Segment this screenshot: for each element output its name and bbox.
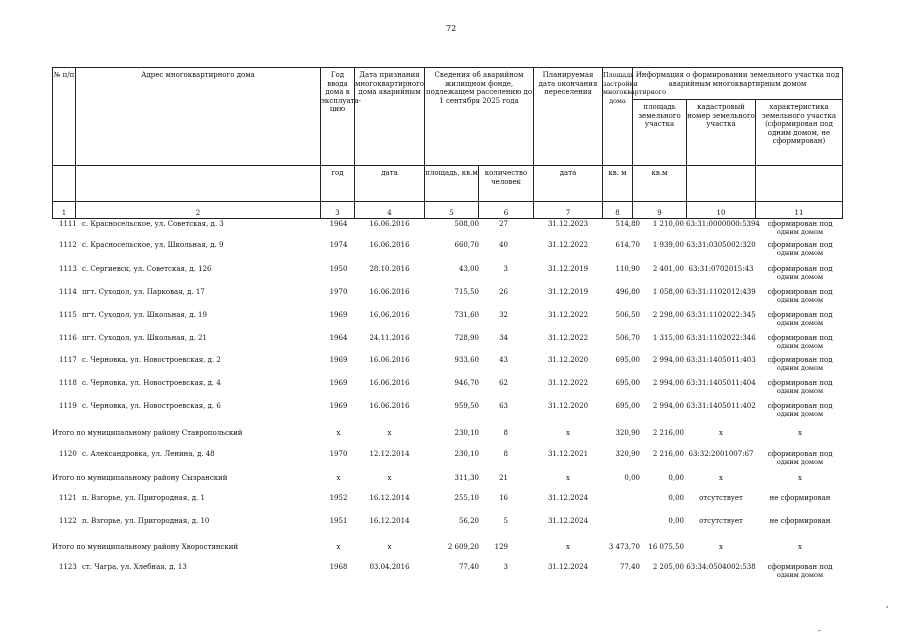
cell-char: не сформирован	[769, 494, 831, 502]
cell-char-line2: одним домом	[776, 342, 824, 350]
header-rule-2	[52, 201, 843, 202]
table-row	[0, 563, 905, 577]
cell-area: 933,60	[454, 356, 479, 364]
cell-addr: ст. Чагра, ул. Хлебная, д. 13	[82, 563, 187, 571]
unit-date: дата	[381, 169, 398, 177]
cell-people: 32	[499, 311, 508, 319]
cell-char: сформирован под	[767, 311, 833, 319]
table-row	[0, 220, 905, 234]
cell-date: х	[387, 543, 392, 551]
cell-planned: 31.12.2024	[547, 517, 589, 525]
cell-cad: 63:31:1405011:404	[686, 379, 756, 387]
colnum-11: 11	[794, 209, 804, 217]
cell-char-line2: одним домом	[776, 273, 824, 281]
cell-num: 1116	[59, 334, 77, 342]
col-address-box	[75, 67, 321, 219]
cell-year: 1970	[329, 288, 348, 296]
cell-people: 8	[503, 429, 508, 437]
cell-date: 16.06.2016	[369, 241, 410, 249]
header-land-info: Информация о формировании земельного участка под аварийным многоквартирным домом	[635, 71, 840, 88]
cell-addr: пгт. Суходол, ул. Школьная, д. 19	[82, 311, 207, 319]
cell-addr: с. Черновка, ул. Новостроевская, д. 4	[82, 379, 221, 387]
cell-char: сформирован под	[767, 379, 833, 387]
cell-area: 255,10	[454, 494, 479, 502]
colnum-5: 5	[449, 209, 454, 217]
cell-cad: 63:31:1405011:403	[686, 356, 756, 364]
cell-land: 2 994,00	[652, 356, 684, 364]
cell-area: 2 609,20	[447, 543, 479, 551]
header-info: Сведения об аварийном жилищном фонде, подлежащем расселению до 1 сентября 2025 года	[425, 71, 533, 105]
cell-planned: 31.12.2024	[547, 494, 589, 502]
table-row	[0, 402, 905, 416]
cell-land: 1 315,00	[652, 334, 684, 342]
table-row	[0, 334, 905, 348]
cell-people: 62	[499, 379, 508, 387]
colnum-10: 10	[716, 209, 726, 217]
cell-char-line2: одним домом	[776, 319, 824, 327]
header-characteristic: характеристика земельного участка (сформирован под одним домом, не сформирован)	[761, 103, 837, 145]
table-row	[0, 265, 905, 279]
cell-date: 16.06.2016	[369, 379, 410, 387]
cell-planned: х	[566, 543, 570, 551]
cell-date: х	[387, 474, 392, 482]
cell-people: 43	[499, 356, 508, 364]
cell-addr: пгт. Суходол, ул. Парковая, д. 17	[82, 288, 205, 296]
cell-num: 1120	[59, 450, 77, 458]
cell-planned: 31.12.2022	[547, 334, 589, 342]
cell-date: 16.12.2014	[369, 517, 410, 525]
cell-char: сформирован под	[767, 402, 833, 410]
cell-planned: 31.12.2023	[547, 220, 589, 228]
cell-build: 695,00	[615, 356, 640, 364]
header-land-area: площадь земельного участка	[638, 103, 681, 128]
cell-land: 2 216,00	[652, 450, 684, 458]
colnum-7: 7	[565, 209, 571, 217]
header-planned: Планируемая дата окончания переселения	[538, 71, 598, 96]
unit-area: площадь, кв.м	[425, 169, 478, 177]
cell-addr: Итого по муниципальному району Сызранский	[52, 474, 228, 482]
cell-land: 16 075,50	[648, 543, 684, 551]
cell-date: 16.06.2016	[369, 356, 410, 364]
cell-year: 1964	[329, 220, 348, 228]
colnum-4: 4	[387, 209, 392, 217]
cell-area: 660,70	[454, 241, 479, 249]
cell-land: 1 939,00	[652, 241, 684, 249]
cell-num: 1115	[59, 311, 77, 319]
cell-cad: 63:31:1405011:402	[686, 402, 756, 410]
cell-date: 16.06.2016	[369, 311, 410, 319]
cell-cad: 63:34:0504002:538	[686, 563, 756, 571]
cell-people: 21	[499, 474, 508, 482]
cell-people: 34	[499, 334, 508, 342]
cell-planned: 31.12.2022	[547, 311, 589, 319]
cell-planned: 31.12.2022	[547, 241, 589, 249]
cell-year: 1970	[329, 450, 348, 458]
unit-sqm-2: кв.м	[651, 169, 668, 177]
cell-addr: с. Черновка, ул. Новостроевская, д. 2	[82, 356, 221, 364]
cell-build: 320,90	[615, 450, 640, 458]
table-row	[0, 517, 905, 531]
cell-build: 695,00	[615, 402, 640, 410]
table-row	[0, 494, 905, 508]
cell-build: 110,90	[615, 265, 640, 273]
unit-people: количество человек	[484, 169, 528, 186]
cell-planned: 31.12.2019	[547, 288, 589, 296]
cell-planned: 31.12.2020	[547, 356, 589, 364]
cell-addr: с. Сергиевск, ул. Советская, д. 126	[82, 265, 212, 273]
cell-area: 946,70	[454, 379, 479, 387]
cell-land: 2 298,00	[652, 311, 684, 319]
cell-addr: с. Черновка, ул. Новостроевская, д. 6	[82, 402, 221, 410]
cell-date: х	[387, 429, 392, 437]
cell-year: х	[336, 474, 341, 482]
cell-cad: 63:31:1102022:346	[686, 334, 756, 342]
cell-char: сформирован под	[767, 334, 833, 342]
cell-people: 8	[503, 450, 508, 458]
cell-char-line2: одним домом	[776, 458, 824, 466]
colnum-1: 1	[61, 209, 67, 217]
table-row	[0, 379, 905, 393]
unit-sqm: кв. м	[608, 169, 627, 177]
stray-mark: ,	[886, 600, 889, 609]
table-row	[0, 543, 905, 557]
cell-build: 0,00	[624, 474, 640, 482]
cell-planned: 31.12.2019	[547, 265, 589, 273]
cell-land: 0,00	[668, 517, 684, 525]
unit-date-2: дата	[559, 169, 577, 177]
cell-year: х	[336, 543, 341, 551]
colnum-3: 3	[335, 209, 340, 217]
cell-planned: 31.12.2021	[547, 450, 589, 458]
cell-addr: с. Красносельское, ул. Советская, д. 3	[82, 220, 224, 228]
cell-num: 1118	[59, 379, 77, 387]
cell-num: 1111	[59, 220, 77, 228]
cell-planned: 31.12.2024	[547, 563, 589, 571]
cell-addr: п. Взгорье, ул. Пригородная, д. 10	[82, 517, 210, 525]
cell-land: 1 210,00	[652, 220, 684, 228]
cell-char: сформирован под	[767, 220, 833, 228]
cell-num: 1113	[59, 265, 77, 273]
cell-char-line2: одним домом	[776, 571, 824, 579]
cell-land: 2 216,00	[652, 429, 684, 437]
cell-year: 1974	[329, 241, 348, 249]
cell-date: 16.06.2016	[369, 288, 410, 296]
cell-planned: х	[566, 474, 570, 482]
cell-people: 3	[503, 563, 508, 571]
cell-area: 311,30	[454, 474, 479, 482]
header-rule-1	[52, 165, 843, 166]
cell-addr: с. Красносельское, ул. Школьная, д. 9	[82, 241, 224, 249]
table-row	[0, 450, 905, 464]
cell-num: 1119	[59, 402, 77, 410]
cell-char-line2: одним домом	[776, 228, 824, 236]
colnum-2: 2	[195, 209, 201, 217]
cell-char: сформирован под	[767, 265, 833, 273]
cell-char-line2: одним домом	[776, 410, 824, 418]
cell-year: 1969	[329, 311, 348, 319]
header-address: Адрес многоквартирного дома	[141, 71, 255, 79]
cell-num: 1114	[59, 288, 77, 296]
cell-date: 03.04.2016	[369, 563, 410, 571]
header-num: № п/п	[53, 71, 75, 79]
cell-date: 12.12.2014	[369, 450, 410, 458]
cell-build: 320,90	[615, 429, 640, 437]
cell-num: 1117	[59, 356, 77, 364]
cell-land: 0,00	[668, 494, 684, 502]
cell-build: 506,50	[615, 311, 640, 319]
header-year: Год ввода дома в эксплуата-цию	[321, 71, 362, 113]
cell-build: 3 473,70	[608, 543, 640, 551]
cell-date: 16.12.2014	[369, 494, 410, 502]
cell-char: сформирован под	[767, 356, 833, 364]
cell-addr: с. Александровка, ул. Ленина, д. 48	[82, 450, 215, 458]
cell-build: 514,80	[615, 220, 640, 228]
cell-build: 77,40	[619, 563, 640, 571]
header-building-area: Площадь застройки многоквартирного дома	[603, 71, 666, 105]
cell-area: 43,00	[458, 265, 479, 273]
cell-area: 728,90	[454, 334, 479, 342]
cell-char-line2: одним домом	[776, 364, 824, 372]
cell-cad: отсутствует	[699, 517, 743, 525]
cell-area: 56,20	[458, 517, 479, 525]
stray-mark: -	[818, 626, 821, 635]
cell-people: 27	[499, 220, 508, 228]
header-cadastral: кадастровый номер земельного участка	[687, 103, 755, 128]
cell-year: 1964	[329, 334, 348, 342]
cell-land: 2 401,00	[652, 265, 684, 273]
table-row	[0, 311, 905, 325]
cell-year: 1968	[329, 563, 348, 571]
cell-date: 16.06.2016	[369, 220, 410, 228]
cell-char: не сформирован	[769, 517, 831, 525]
cell-area: 77,40	[458, 563, 479, 571]
cell-year: 1951	[329, 517, 348, 525]
cell-char: х	[798, 429, 802, 437]
cell-land: 1 058,00	[652, 288, 684, 296]
table-row	[0, 288, 905, 302]
col-num-box	[52, 67, 76, 219]
table-row	[0, 474, 905, 488]
cell-char-line2: одним домом	[776, 296, 824, 304]
cell-people: 129	[494, 543, 508, 551]
cell-build: 695,00	[615, 379, 640, 387]
cell-num: 1121	[59, 494, 77, 502]
cell-cad: отсутствует	[699, 494, 743, 502]
cell-cad: 63:32:2001007:67	[688, 450, 754, 458]
cell-char: сформирован под	[767, 450, 833, 458]
cell-char: х	[798, 474, 802, 482]
header-recognized: Дата признания многоквартирного дома аварийным	[355, 71, 424, 96]
cell-area: 959,50	[454, 402, 479, 410]
cell-people: 40	[499, 241, 508, 249]
cell-char: х	[798, 543, 802, 551]
cell-cad: 63:31:1102022:345	[686, 311, 756, 319]
cell-date: 24.11.2016	[369, 334, 410, 342]
cell-people: 26	[499, 288, 508, 296]
cell-cad: 63:31:1102012:439	[686, 288, 756, 296]
cell-year: 1950	[329, 265, 348, 273]
cell-cad: х	[719, 474, 723, 482]
cell-date: 28.10.2016	[369, 265, 410, 273]
cell-build: 496,80	[615, 288, 640, 296]
cell-year: 1952	[329, 494, 348, 502]
table-header	[52, 67, 843, 219]
cell-area: 230,10	[454, 429, 479, 437]
cell-people: 16	[499, 494, 508, 502]
table-row	[0, 241, 905, 255]
cell-char: сформирован под	[767, 288, 833, 296]
cell-cad: х	[719, 543, 723, 551]
cell-year: х	[336, 429, 341, 437]
colnum-9: 9	[657, 209, 662, 217]
cell-char-line2: одним домом	[776, 387, 824, 395]
table-row	[0, 356, 905, 370]
cell-planned: 31.12.2022	[547, 379, 589, 387]
cell-year: 1969	[329, 356, 348, 364]
cell-addr: пгт. Суходол, ул. Школьная, д. 21	[82, 334, 207, 342]
cell-land: 2 994,00	[652, 379, 684, 387]
cell-char-line2: одним домом	[776, 249, 824, 257]
cell-char: сформирован под	[767, 563, 833, 571]
unit-year: год	[331, 169, 344, 177]
page-number: 72	[446, 24, 457, 33]
cell-date: 16.06.2016	[369, 402, 410, 410]
colnum-8: 8	[615, 209, 620, 217]
cell-cad: 63:31:0000000:5394	[686, 220, 760, 228]
cell-area: 715,50	[454, 288, 479, 296]
cell-area: 731,60	[454, 311, 479, 319]
cell-cad: 63:31:0305002:320	[686, 241, 756, 249]
cell-addr: Итого по муниципальному району Хворостянский	[52, 543, 239, 551]
cell-build: 506,70	[615, 334, 640, 342]
cell-cad: х	[719, 429, 723, 437]
table-row	[0, 429, 905, 443]
cell-land: 2 994,00	[652, 402, 684, 410]
cell-area: 508,00	[454, 220, 479, 228]
cell-build: 614,70	[615, 241, 640, 249]
cell-year: 1969	[329, 379, 348, 387]
cell-land: 2 205,00	[652, 563, 684, 571]
colnum-6: 6	[503, 209, 509, 217]
cell-people: 3	[503, 265, 508, 273]
cell-num: 1122	[59, 517, 77, 525]
cell-year: 1969	[329, 402, 348, 410]
cell-char: сформирован под	[767, 241, 833, 249]
cell-num: 1123	[59, 563, 77, 571]
cell-area: 230,10	[454, 450, 479, 458]
cell-people: 5	[503, 517, 508, 525]
cell-cad: 63:31:0702015:43	[688, 265, 754, 273]
cell-num: 1112	[59, 241, 77, 249]
cell-addr: п. Взгорье, ул. Пригородная, д. 1	[82, 494, 205, 502]
cell-planned: 31.12.2020	[547, 402, 589, 410]
cell-land: 0,00	[668, 474, 684, 482]
cell-people: 63	[499, 402, 508, 410]
cell-planned: х	[566, 429, 570, 437]
cell-addr: Итого по муниципальному району Ставропольский	[52, 429, 243, 437]
